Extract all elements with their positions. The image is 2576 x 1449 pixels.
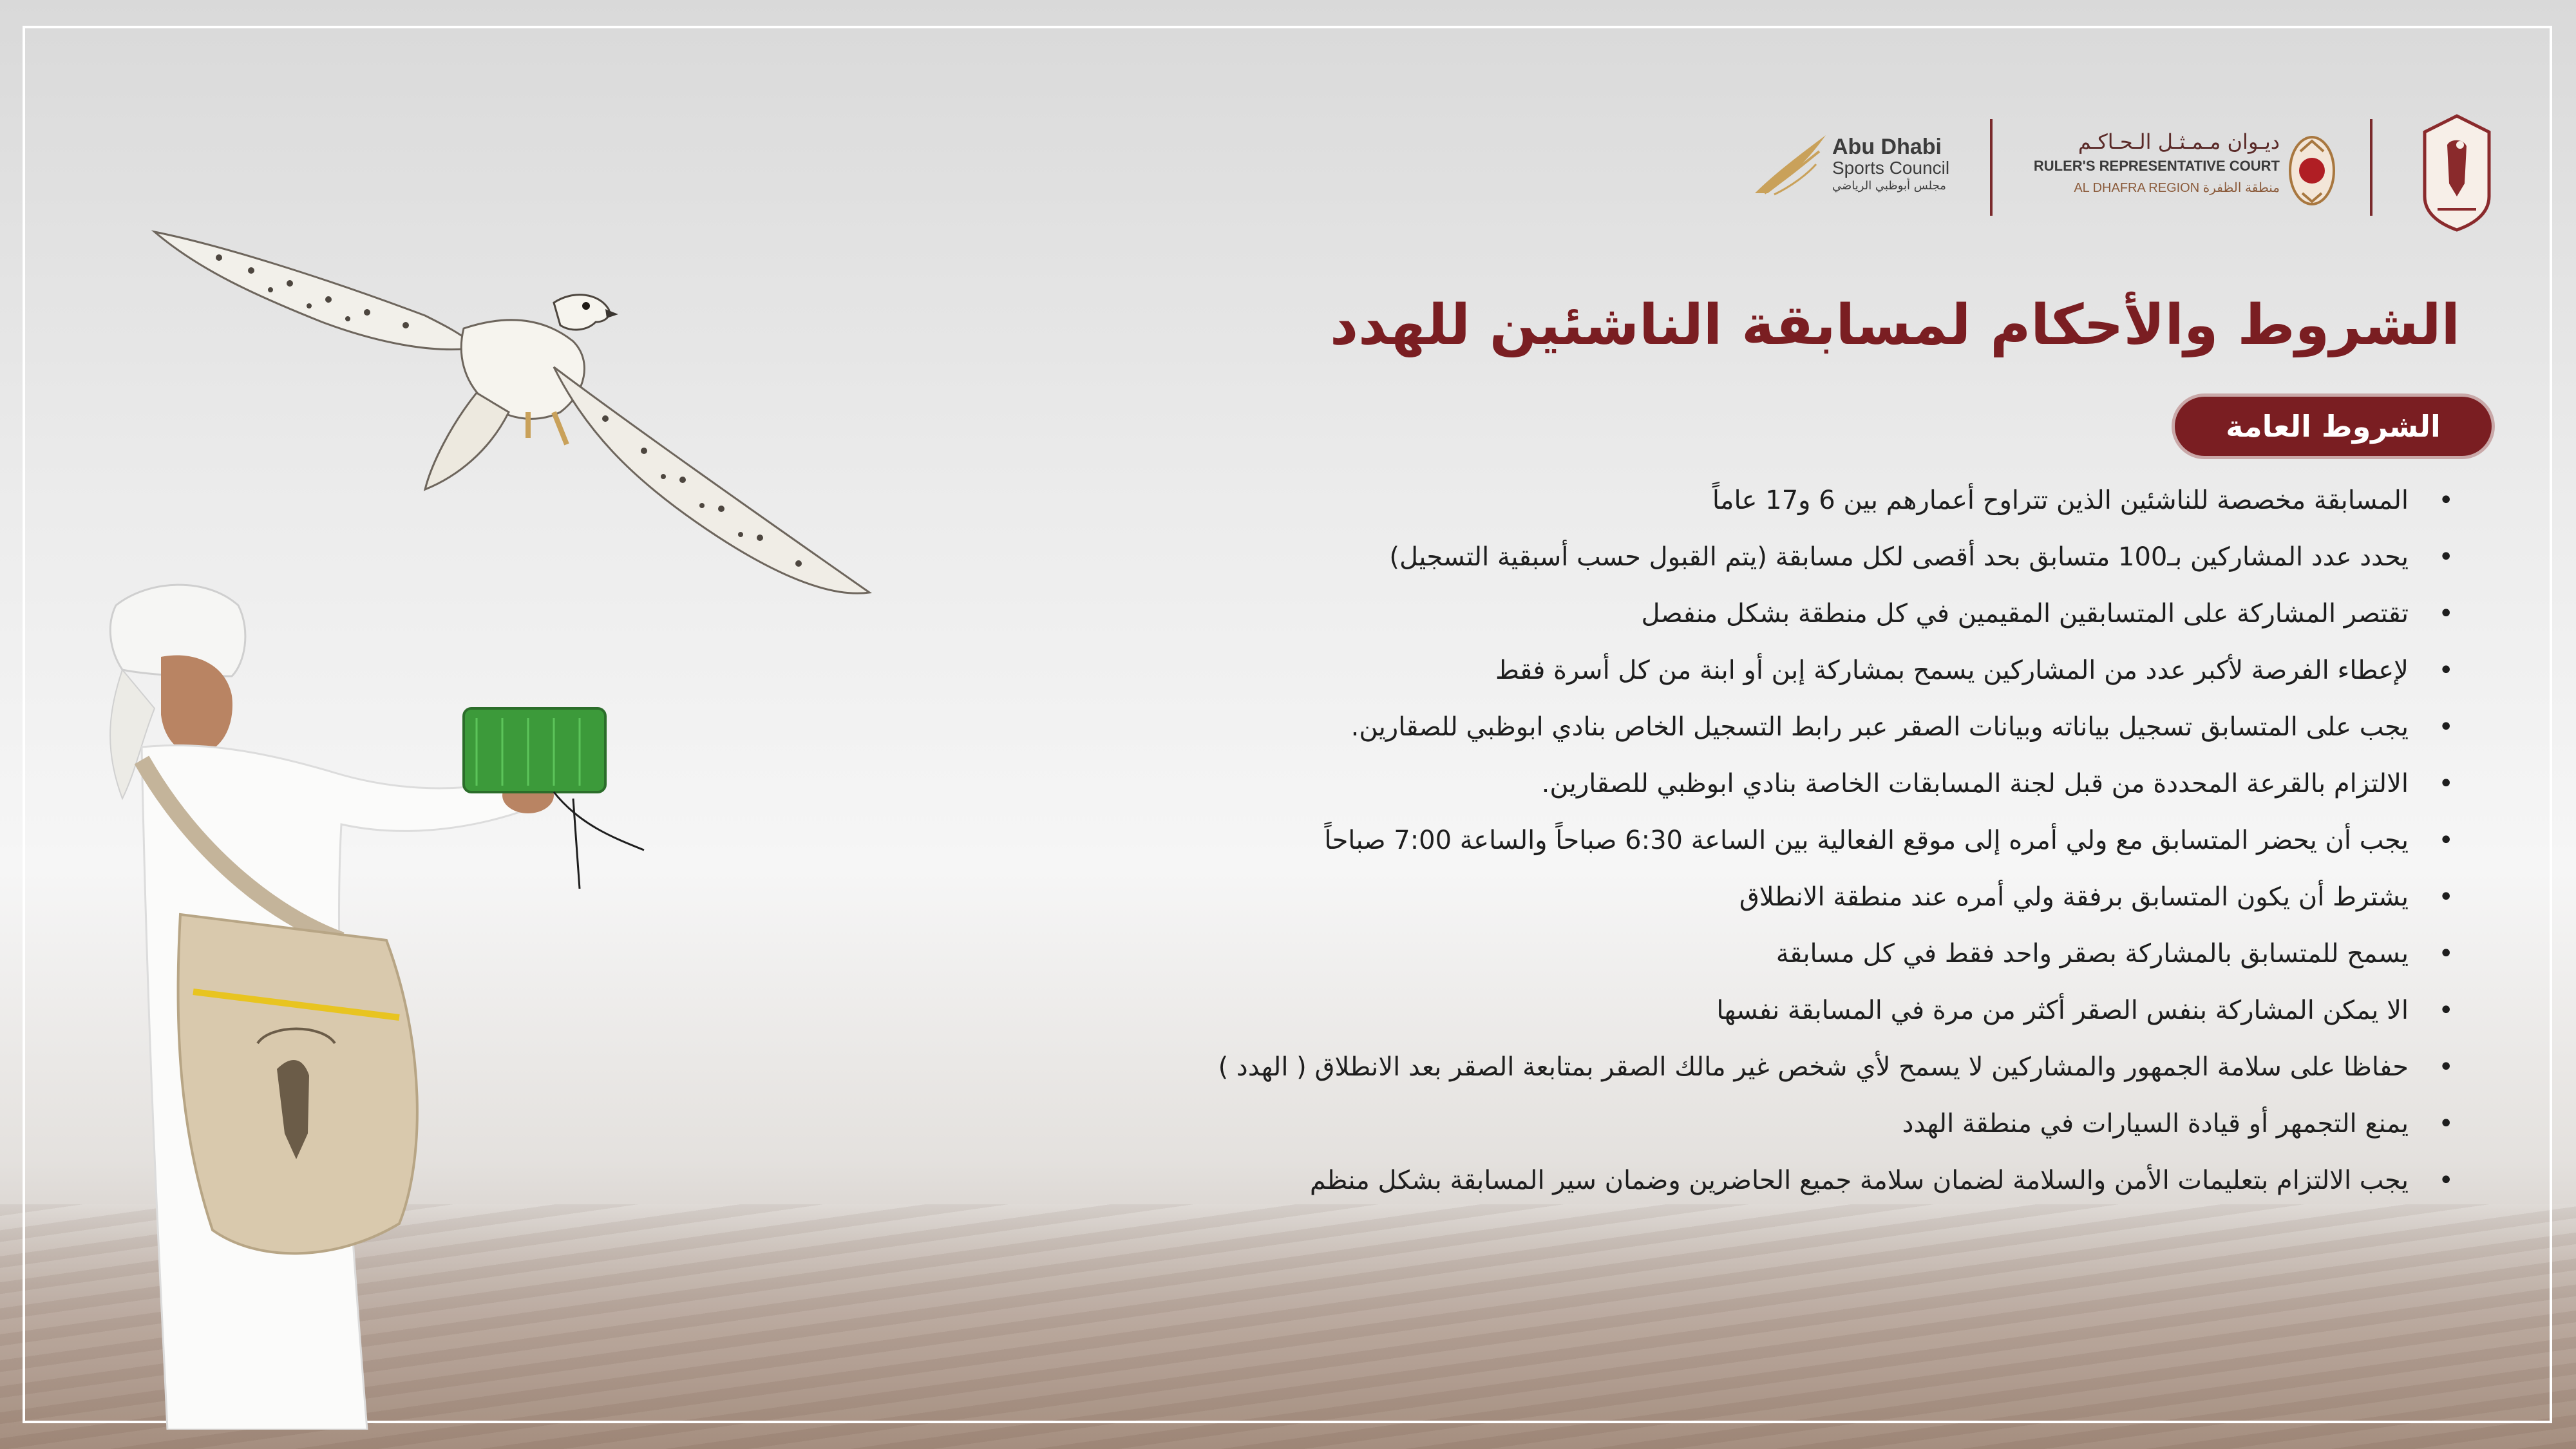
term-item: • يسمح للمتسابق بالمشاركة بصقر واحد فقط في كل مسابقة [1218, 930, 2454, 987]
court-name-english: RULER'S REPRESENTATIVE COURT [2033, 158, 2280, 174]
section-label-general-terms: الشروط العامة [2175, 397, 2492, 456]
term-item: • المسابقة مخصصة للناشئين الذين تتراوح أعمارهم بين 6 و17 عاماً [1218, 477, 2454, 533]
term-item: • لإعطاء الفرصة لأكبر عدد من المشاركين يسمح بمشاركة إبن أو ابنة من كل أسرة فقط [1218, 647, 2454, 703]
term-item: • يشترط أن يكون المتسابق برفقة ولي أمره عند منطقة الانطلاق [1218, 873, 2454, 930]
sports-council-name-line1: Abu Dhabi [1832, 135, 1942, 159]
sports-council-name-line2: Sports Council [1832, 158, 1950, 178]
term-item: • يجب الالتزام بتعليمات الأمن والسلامة لضمان سلامة جميع الحاضرين وضمان سير المسابقة بشكل منظم [1218, 1157, 2454, 1213]
term-item: • يجب أن يحضر المتسابق مع ولي أمره إلى موقع الفعالية بين الساعة 6:30 صباحاً والساعة 7:00 صباحاً [1218, 817, 2454, 873]
term-item: • يمنع التجمهر أو قيادة السيارات في منطقة الهدد [1218, 1100, 2454, 1157]
term-item: • يحدد عدد المشاركين بـ100 متسابق بحد أقصى لكل مسابقة (يتم القبول حسب أسبقية التسجيل) [1218, 533, 2454, 590]
court-name-arabic: ديـوان مـمـثـل الـحـاكـم [2078, 129, 2280, 154]
boy-with-lure-image [64, 580, 683, 1430]
sports-council-swoosh-icon [1748, 129, 1832, 200]
logo-divider [2370, 119, 2372, 216]
terms-list [1218, 477, 2454, 1213]
logo-divider [1990, 119, 1993, 216]
club-crest-icon [2412, 106, 2502, 238]
term-item: • يجب على المتسابق تسجيل بياناته وبيانات الصقر عبر رابط التسجيل الخاص بنادي ابوظبي للصقارين. [1218, 703, 2454, 760]
sports-council-name-arabic: مجلس أبوظبي الرياضي [1832, 179, 1946, 193]
sports-council-logo [1748, 129, 1955, 206]
term-item: • الالتزام بالقرعة المحددة من قبل لجنة المسابقات الخاصة بنادي ابوظبي للصقارين. [1218, 760, 2454, 817]
page-title: الشروط والأحكام لمسابقة الناشئين للهدد [1329, 293, 2460, 357]
term-item: • الا يمكن المشاركة بنفس الصقر أكثر من مرة في المسابقة نفسها [1218, 987, 2454, 1043]
rulers-representative-court-logo [2009, 126, 2344, 216]
court-region: AL DHAFRA REGION منطقة الظفرة [2074, 181, 2280, 195]
term-item: • حفاظا على سلامة الجمهور والمشاركين لا يسمح لأي شخص غير مالك الصقر بمتابعة الصقر بعد الانطلاق ( الهدد ) [1218, 1043, 2454, 1100]
uae-emblem-icon [2286, 132, 2338, 209]
term-item: • تقتصر المشاركة على المتسابقين المقيمين في كل منطقة بشكل منفصل [1218, 590, 2454, 647]
